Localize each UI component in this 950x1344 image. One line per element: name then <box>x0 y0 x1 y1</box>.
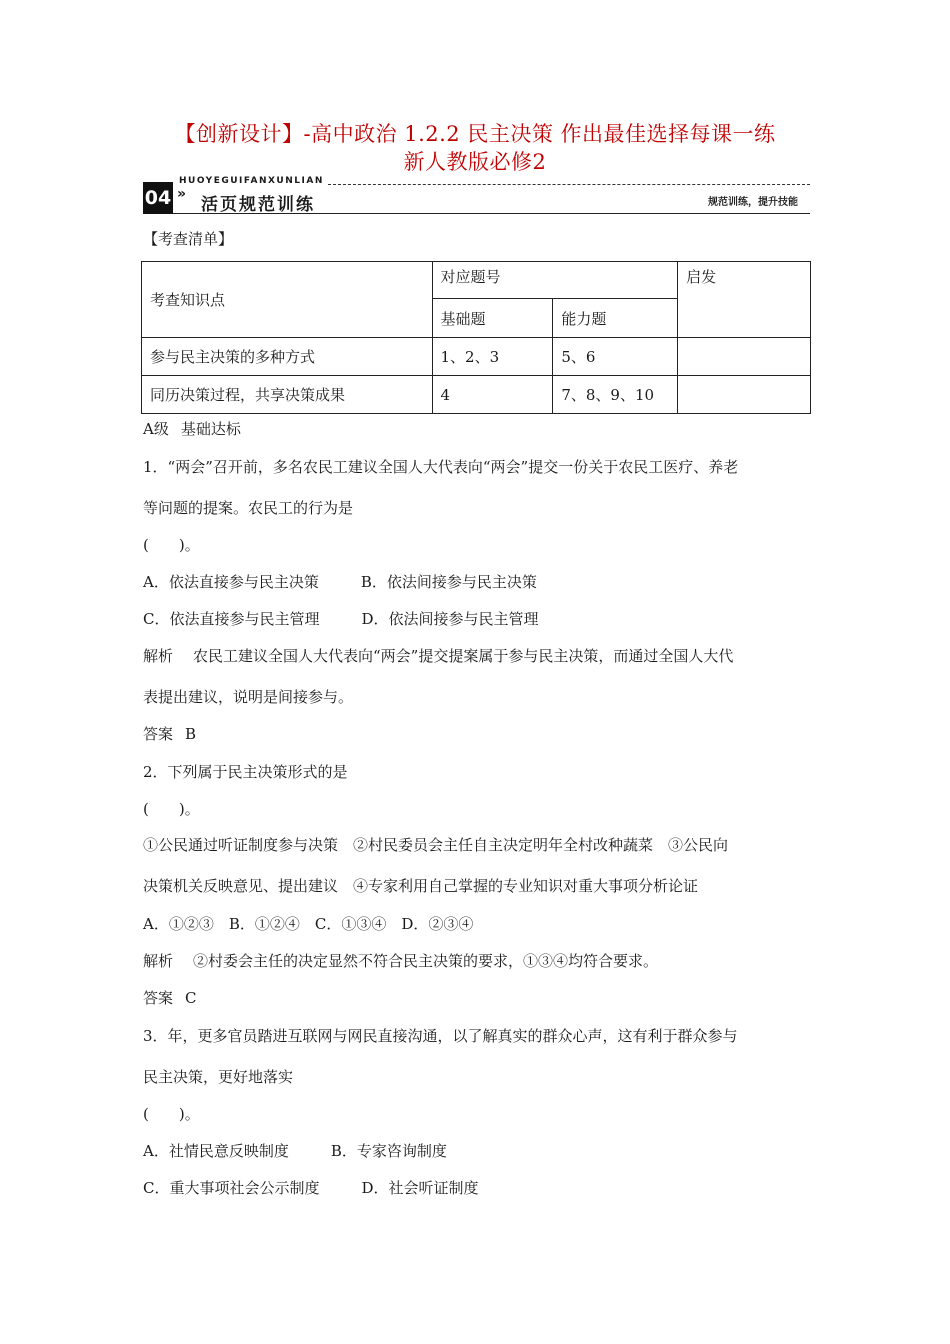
q2-stem: 2．下列属于民主决策形式的是 <box>143 763 348 781</box>
q1-answer <box>143 723 196 744</box>
subheader-ability: 能力题 <box>553 299 678 338</box>
level-name: 基础达标 <box>180 420 241 438</box>
q3-options-row-2 <box>143 1177 479 1198</box>
double-arrow-icon: » <box>177 186 187 202</box>
checklist-table <box>141 261 811 414</box>
q1-options-row-1 <box>143 571 537 592</box>
cell-insight <box>678 338 811 376</box>
q3-option-d: D．社会听证制度 <box>361 1179 479 1197</box>
q2-analysis-label: 解析 <box>143 952 174 970</box>
table-row <box>142 338 811 376</box>
banner-slogan: 规范训练，提升技能 <box>708 197 798 208</box>
q2-options: A．①②③ B．①②④ C．①③④ D．②③④ <box>143 915 474 933</box>
q1-analysis-label: 解析 <box>143 647 174 665</box>
cell-topic: 同历决策过程，共享决策成果 <box>142 376 433 414</box>
header-question-no: 对应题号 <box>432 262 678 299</box>
level-heading <box>143 418 241 439</box>
cell-insight <box>678 376 811 414</box>
cell-ability: 7、8、9、10 <box>553 376 678 414</box>
title-line-1: 【创新设计】-高中政治 1.2.2 民主决策 作出最佳选择每课一练 <box>174 122 776 146</box>
cell-basic: 1、2、3 <box>432 338 553 376</box>
q3-option-b: B．专家咨询制度 <box>330 1142 447 1160</box>
q3-option-a: A．社情民意反映制度 <box>143 1142 289 1160</box>
q2-items-line-1: ①公民通过听证制度参与决策 ②村民委员会主任自主决定明年全村改种蔬菜 ③公民向 <box>143 836 729 854</box>
banner-number: 04 <box>143 182 173 214</box>
checklist-heading: 【考查清单】 <box>143 230 234 248</box>
q2-answer-blank: ( )。 <box>143 800 200 818</box>
q1-analysis-line-2: 表提出建议，说明是间接参与。 <box>143 688 354 706</box>
q3-stem-line-1: 3．年，更多官员踏进互联网与网民直接沟通，以了解真实的群众心声，这有利于群众参与 <box>143 1027 738 1045</box>
cell-basic: 4 <box>432 376 553 414</box>
banner-label: 活页规范训练 <box>201 195 315 215</box>
q1-answer-label: 答案 <box>143 725 174 743</box>
q1-stem-line-2: 等问题的提案。农民工的行为是 <box>143 499 354 517</box>
q1-analysis-line-1 <box>143 645 733 666</box>
banner-dashed-rule <box>328 184 810 185</box>
q3-answer-blank: ( )。 <box>143 1105 200 1123</box>
header-inspiration: 启发 <box>678 262 811 338</box>
q1-option-a: A．依法直接参与民主决策 <box>143 573 319 591</box>
q2-analysis-text: ②村委会主任的决定显然不符合民主决策的要求，①③④均符合要求。 <box>193 952 659 970</box>
q1-option-b: B．依法间接参与民主决策 <box>360 573 537 591</box>
banner-pinyin: HUOYEGUIFANXUNLIAN <box>179 176 324 186</box>
q2-answer <box>143 987 197 1008</box>
q3-stem-line-2: 民主决策，更好地落实 <box>143 1068 294 1086</box>
q2-answer-label: 答案 <box>143 989 174 1007</box>
q3-options-row-1 <box>143 1140 447 1161</box>
q1-analysis-text: 农民工建议全国人大代表向“两会”提交提案属于参与民主决策，而通过全国人大代 <box>193 647 734 665</box>
q3-option-c: C．重大事项社会公示制度 <box>143 1179 320 1197</box>
q2-analysis <box>143 950 658 971</box>
q1-option-c: C．依法直接参与民主管理 <box>143 610 320 628</box>
q1-stem-line-1: 1．“两会”召开前，多名农民工建议全国人大代表向“两会”提交一份关于农民工医疗、养老 <box>143 458 739 476</box>
header-knowledge: 考查知识点 <box>142 262 433 338</box>
q1-answer-value: B <box>185 725 197 743</box>
banner-rule <box>173 213 810 214</box>
section-banner <box>143 176 810 214</box>
title-line-2: 新人教版必修2 <box>403 150 547 174</box>
q2-answer-value: C <box>185 989 197 1007</box>
cell-topic: 参与民主决策的多种方式 <box>142 338 433 376</box>
q1-options-row-2 <box>143 608 539 629</box>
cell-ability: 5、6 <box>553 338 678 376</box>
table-row <box>142 376 811 414</box>
level-grade: A级 <box>143 420 169 438</box>
q2-items-line-2: 决策机关反映意见、提出建议 ④专家利用自己掌握的专业知识对重大事项分析论证 <box>143 877 699 895</box>
document-title <box>0 120 950 176</box>
subheader-basic: 基础题 <box>432 299 553 338</box>
q1-answer-blank: ( )。 <box>143 536 200 554</box>
q1-option-d: D．依法间接参与民主管理 <box>361 610 539 628</box>
